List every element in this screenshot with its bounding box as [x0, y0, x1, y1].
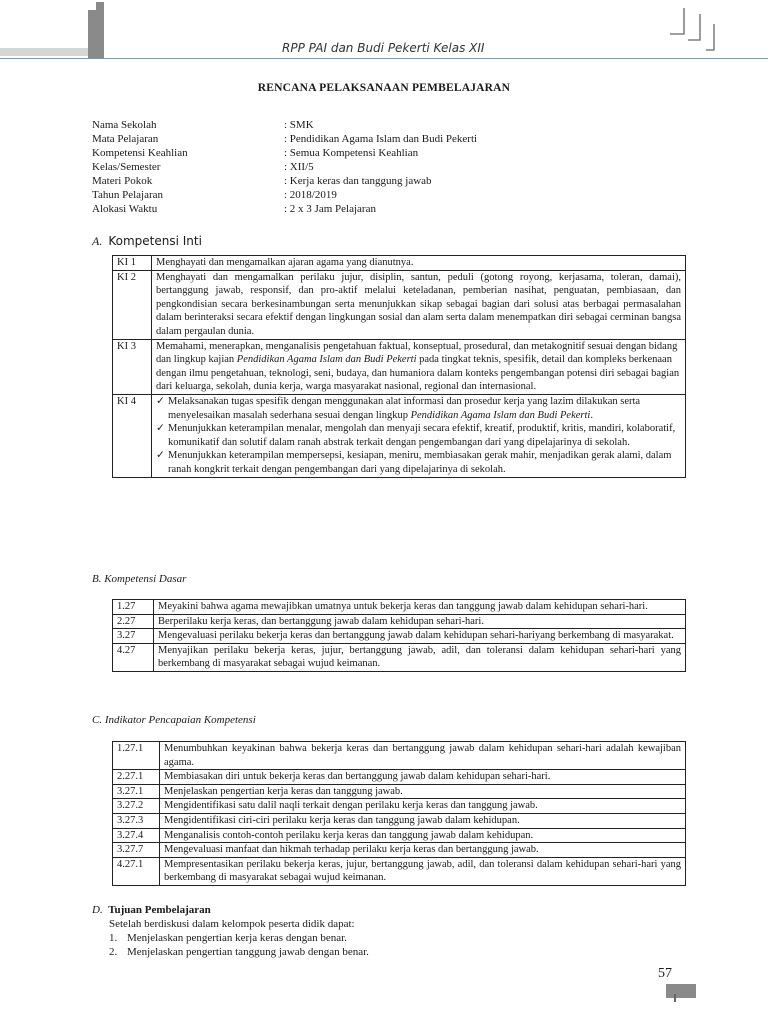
table-row [113, 813, 686, 828]
ki4-bullet-3: Menunjukkan keterampilan mempersepsi, kesiapan, meniru, membiasakan gerak mahir, menjadikan gerak alami, dalam ranah kongkrit terkait dengan pengembangan dari yang dipelajarinya di sekolah. [168, 450, 672, 475]
list-item [92, 931, 369, 945]
info-row [92, 174, 477, 188]
table-row [113, 339, 686, 394]
kd-code: 1.27 [113, 600, 154, 615]
info-label: Mata Pelajaran [92, 133, 159, 145]
section-a-title: Kompetensi Inti [108, 234, 202, 248]
section-a-letter: A. [92, 234, 103, 248]
indikator-code: 3.27.4 [113, 828, 160, 843]
ki-text [152, 339, 686, 394]
info-value: : 2 x 3 Jam Pelajaran [284, 203, 376, 215]
info-value: : SMK [284, 119, 314, 131]
ki-code: KI 1 [113, 256, 152, 271]
indikator-code: 3.27.1 [113, 784, 160, 799]
kd-text: Mengevaluasi perilaku bekerja keras dan bertanggung jawab dalam kehidupan sehari-hariyang berkembang di masyarakat. [154, 629, 686, 644]
section-b-heading: B. Kompetensi Dasar [92, 573, 187, 585]
kd-code: 3.27 [113, 629, 154, 644]
list-number: 2. [109, 946, 118, 958]
info-value: : Kerja keras dan tanggung jawab [284, 175, 432, 187]
indikator-code: 1.27.1 [113, 742, 160, 770]
header-decoration-right [670, 0, 768, 65]
info-row [92, 202, 477, 216]
section-d-heading [92, 903, 369, 917]
info-label: Kelas/Semester [92, 161, 161, 173]
list-number: 1. [109, 932, 118, 944]
page-number: 57 [658, 966, 672, 981]
info-row [92, 188, 477, 202]
info-value: : 2018/2019 [284, 189, 337, 201]
ki3-text-italic: Pendidikan Agama Islam dan Budi Pekerti [236, 354, 417, 366]
list-item [156, 449, 681, 476]
footer-decoration [660, 984, 700, 1009]
section-a-heading [92, 234, 202, 249]
section-c-heading: C. Indikator Pencapaian Kompetensi [92, 714, 256, 726]
identity-block [92, 118, 477, 216]
ki4-bullet-1-italic: Pendidikan Agama Islam dan Budi Pekerti [410, 409, 591, 421]
ki4-bullet-2: Menunjukkan keterampilan menalar, mengolah dan menyaji secara efektif, kreatif, produktif, kritis, mandiri, kolaboratif, komunikatif dan solutif dalam ranah abstrak terkait dengan pengembangan dari yang dipelajarinya di sekolah. [168, 423, 676, 448]
info-value: : Semua Kompetensi Keahlian [284, 147, 419, 159]
indikator-text: Membiasakan diri untuk bekerja keras dan bertanggung jawab dalam kehidupan sehari-hari. [160, 770, 686, 785]
indikator-text: Menumbuhkan keyakinan bahwa bekerja keras dan bertanggung jawab dalam kehidupan sehari-hari adalah kewajiban agama. [160, 742, 686, 770]
info-row [92, 118, 477, 132]
indikator-text: Menganalisis contoh-contoh perilaku kerja keras dan tanggung jawab dalam kehidupan. [160, 828, 686, 843]
ki4-bullet-1-post: . [590, 409, 593, 421]
info-label: Kompetensi Keahlian [92, 147, 188, 159]
table-row [113, 256, 686, 271]
section-d-letter: D. [92, 904, 103, 916]
info-row [92, 160, 477, 174]
ki3-text-post: pada tingkat teknis, spesifik, detail dan kompleks berkenaan dengan ilmu pengetahuan, teknologi, seni, budaya, dan humaniora dalam konteks pengembangan potensi diri sebagai bagian dari keluarga, sekolah, dunia kerja, warga masyarakat nasional, regional dan internasional. [156, 354, 680, 393]
table-row [113, 394, 686, 477]
ki3-text-pre: Memahami, menerapkan, menganalisis pengetahuan faktual, konseptual, prosedural, dan metakognitif sesuai dengan bidang dan lingkup kajian [156, 340, 678, 366]
list-item [156, 422, 681, 449]
checkmark-icon: ✓ [156, 423, 165, 435]
table-row [113, 742, 686, 770]
indikator-code: 3.27.3 [113, 813, 160, 828]
header-rule [0, 58, 768, 59]
list-text: Menjelaskan pengertian kerja keras dengan benar. [127, 932, 347, 944]
table-row [113, 614, 686, 629]
table-row [113, 770, 686, 785]
list-text: Menjelaskan pengertian tanggung jawab dengan benar. [127, 946, 369, 958]
kd-code: 2.27 [113, 614, 154, 629]
indikator-text: Mengidentifikasi satu dalil naqli terkait dengan perilaku kerja keras dan tanggung jawab. [160, 799, 686, 814]
table-row [113, 784, 686, 799]
indikator-code: 3.27.7 [113, 843, 160, 858]
info-label: Nama Sekolah [92, 119, 157, 131]
kompetensi-dasar-table [112, 599, 686, 672]
table-row [113, 600, 686, 615]
info-value: : XII/5 [284, 161, 314, 173]
info-label: Alokasi Waktu [92, 203, 158, 215]
ki-code: KI 4 [113, 394, 152, 477]
ki-text: Menghayati dan mengamalkan perilaku jujur, disiplin, santun, peduli (gotong royong, kerjasama, toleran, damai), bertanggung jawab, responsif, dan pro-aktif melalui keteladanan, pemberian nasihat, penguatan, pembiasaan, dan pengkondisian secara berkesinambungan serta menunjukkan sikap sebagai bagian dari solusi atas berbagai permasalahan dalam berinteraksi secara efektif dengan lingkungan sosial dan alam serta dalam menempatkan diri sebagai cerminan bangsa dalam pergaulan dunia. [152, 270, 686, 339]
table-row [113, 857, 686, 885]
ki4-bullet-1-pre: Melaksanakan tugas spesifik dengan menggunakan alat informasi dan prosedur kerja yang lazim dilakukan serta menyelesaikan masalah sederhana sesuai dengan lingkup [168, 395, 641, 421]
indikator-text: Mengidentifikasi ciri-ciri perilaku kerja keras dan tanggung jawab dalam kehidupan. [160, 813, 686, 828]
indikator-text: Mempresentasikan perilaku bekerja keras, jujur, bertanggung jawab, adil, dan toleransi dalam kehidupan sehari-hari yang berkembang di masyarakat sebagai wujud keimanan. [160, 857, 686, 885]
indikator-text: Menjelaskan pengertian kerja keras dan tanggung jawab. [160, 784, 686, 799]
info-value: : Pendidikan Agama Islam dan Budi Pekerti [284, 133, 478, 145]
table-row [113, 828, 686, 843]
section-d [92, 903, 369, 959]
ki-code: KI 2 [113, 270, 152, 339]
kompetensi-inti-table [112, 255, 686, 478]
info-row [92, 132, 477, 146]
table-row [113, 843, 686, 858]
info-label: Materi Pokok [92, 175, 153, 187]
table-row [113, 270, 686, 339]
kd-text: Meyakini bahwa agama mewajibkan umatnya untuk bekerja keras dan tanggung jawab dalam kehidupan sehari-hari. [154, 600, 686, 615]
section-d-intro: Setelah berdiskusi dalam kelompok peserta didik dapat: [109, 918, 355, 930]
info-row [92, 146, 477, 160]
indikator-table [112, 741, 686, 886]
document-title: RENCANA PELAKSANAAN PEMBELAJARAN [257, 82, 511, 94]
ki-code: KI 3 [113, 339, 152, 394]
indikator-text: Mengevaluasi manfaat dan hikmah terhadap perilaku kerja keras dan bertanggung jawab. [160, 843, 686, 858]
indikator-code: 4.27.1 [113, 857, 160, 885]
indikator-code: 2.27.1 [113, 770, 160, 785]
kd-text: Berperilaku kerja keras, dan bertanggung jawab dalam kehidupan sehari-hari. [154, 614, 686, 629]
checkmark-icon: ✓ [156, 450, 165, 462]
table-row [113, 799, 686, 814]
list-item [92, 945, 369, 959]
checkmark-icon: ✓ [156, 395, 165, 407]
kd-text: Menyajikan perilaku bekerja keras, jujur, bertanggung jawab, adil, dan toleransi dalam kehidupan sehari-hari yang berkembang di masyarakat sebagai wujud keimanan. [154, 643, 686, 671]
indikator-code: 3.27.2 [113, 799, 160, 814]
kd-code: 4.27 [113, 643, 154, 671]
section-d-title: Tujuan Pembelajaran [108, 904, 211, 916]
list-item [156, 395, 681, 422]
table-row [113, 629, 686, 644]
header-title: RPP PAI dan Budi Pekerti Kelas XII [282, 41, 485, 55]
table-row [113, 643, 686, 671]
info-label: Tahun Pelajaran [92, 189, 164, 201]
ki-text: Menghayati dan mengamalkan ajaran agama yang dianutnya. [152, 256, 686, 271]
ki-text [152, 394, 686, 477]
